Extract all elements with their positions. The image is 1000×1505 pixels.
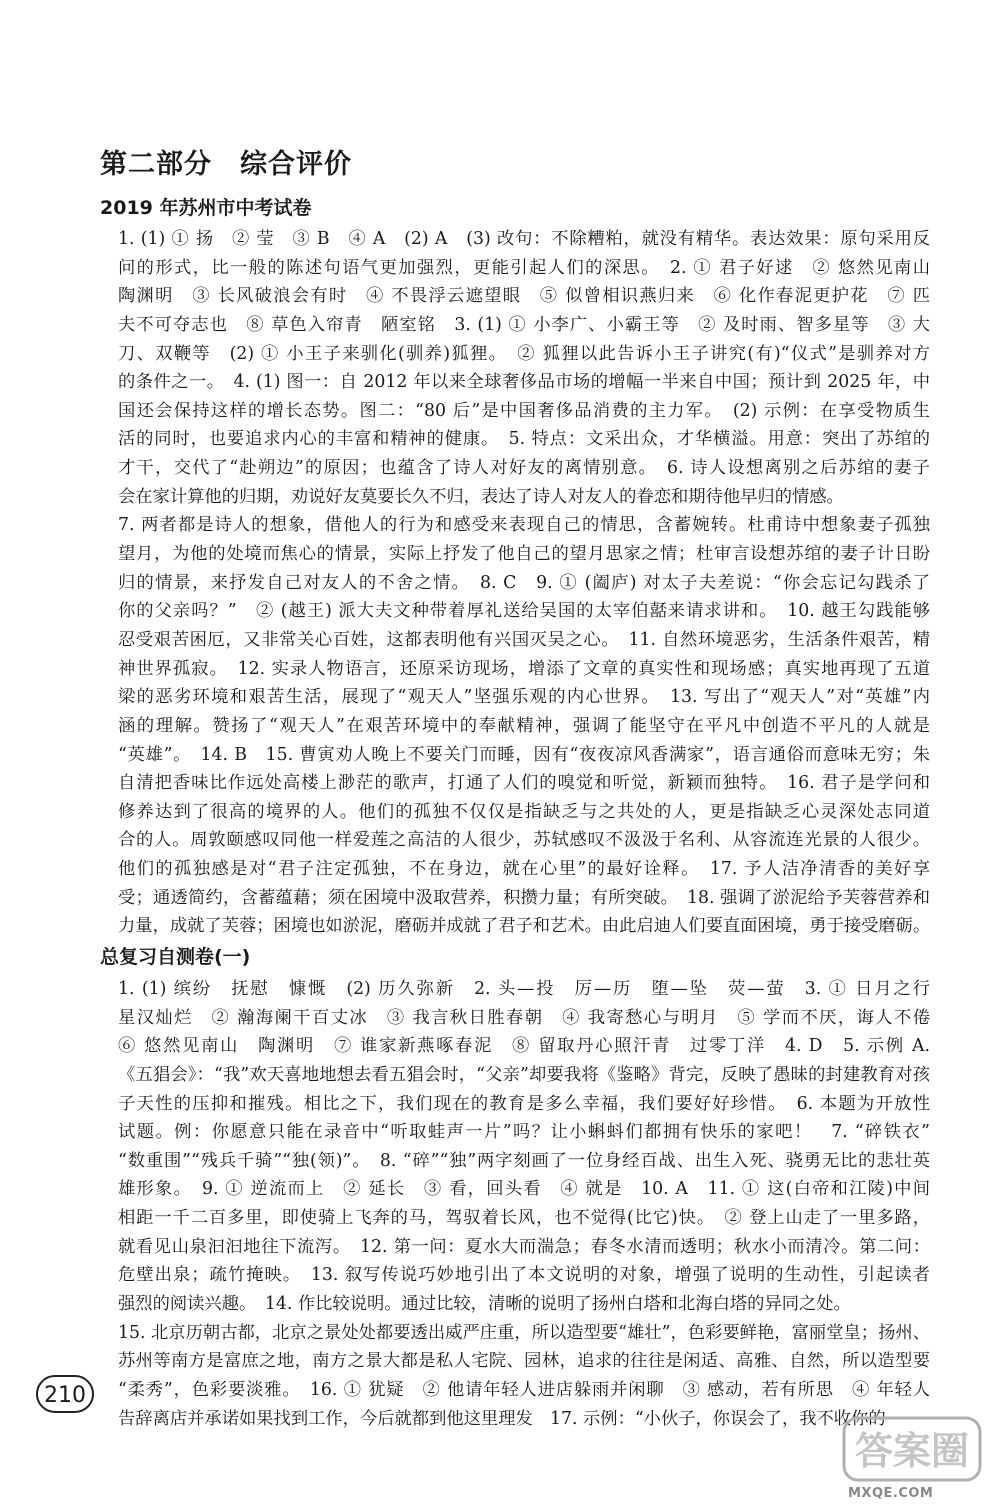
answer-line: 修养达到了很高的境界的人。他们的孤独不仅仅是指缺乏与之共处的人，更是指缺乏心灵深处志同道	[118, 801, 930, 822]
answer-line: 才干，交代了“赴朔边”的原因；也蕴含了诗人对好友的离情别意。 6. 诗人设想离别之后苏绾的妻子	[118, 458, 930, 479]
part-title: 第二部分 综合评价	[100, 149, 352, 180]
answer-line: 国还会保持这样的增长态势。图二：“80 后”是中国奢侈品消费的主力军。 (2) 示例：在享受物质生	[118, 400, 930, 421]
answer-line: 危壁出泉；疏竹掩映。 13. 叙写传说巧妙地引出了本文说明的对象，增强了说明的生动性，引起读者	[118, 1265, 930, 1286]
exam-answers-block	[118, 225, 930, 941]
answer-line: 活的同时，也要追求内心的丰富和精神的健康。 5. 特点：文采出众，才华横溢。用意：突出了苏绾的	[118, 429, 930, 450]
answer-line: 合的人。周敦颐感叹同他一样爱莲之高洁的人很少，苏轼感叹不汲汲于名利、从容流连光景的人很少。	[118, 830, 930, 851]
answer-line: 1. (1) ① 扬 ② 莹 ③ B ④ A (2) A (3) 改句：不除糟粕，就没有精华。表达效果：原句采用反	[118, 229, 930, 249]
answer-line: 告辞离店并承诺如果找到工作，今后就都到他这里理发 17. 示例：“小伙子，你误会了，我不收你的	[118, 1408, 886, 1429]
answer-line: 他们的孤独感是对“君子注定孤独，不在身边，就在心里”的最好诠释。 17. 予人洁净清香的美好享	[118, 859, 930, 880]
review-answers-block	[118, 975, 930, 1433]
answer-line: 神世界孤寂。 12. 实录人物语言，还原采访现场，增添了文章的真实性和现场感；真实地再现了五道	[118, 658, 930, 679]
answer-line: 雄形象。 9. ① 逆流而上 ② 延长 ③ 看，回头看 ④ 就是 10. A 11. ① 这(白帝和江陵)中间	[118, 1179, 930, 1200]
section-title-review: 总复习自测卷(一)	[100, 946, 251, 968]
answer-line: 苏州等南方是富庶之地，南方之景大都是私人宅院、园林，追求的往往是闲适、高雅、自然，所以造型要	[118, 1351, 930, 1372]
watermark-logo	[842, 1410, 982, 1501]
answer-line: 梁的恶劣环境和艰苦生活，展现了“观天人”坚强乐观的内心世界。 13. 写出了“观天人”对“英雄”内	[118, 687, 930, 708]
answer-line: 就看见山泉汩汩地往下流泻。 12. 第一问：夏水大而湍急；春冬水清而透明；秋水小而清冷。第二问：	[118, 1236, 930, 1257]
answer-line: 自清把香味比作远处高楼上渺茫的歌声，打通了人们的嗅觉和听觉，新颖而独特。 16. 君子是学问和	[118, 773, 930, 794]
answer-line: 涵的理解。赞扬了“观天人”在艰苦环境中的奉献精神，强调了能坚守在平凡中创造不平凡的人就是	[118, 715, 930, 736]
answer-line: 问的形式，比一般的陈述句语气更加强烈，更能引起人们的深思。 2. ① 君子好逑 ② 悠然见南山	[118, 257, 930, 278]
answer-line: 子天性的压抑和摧残。相比之下，我们现在的教育是多么幸福，我们要好好珍惜。 6. 本题为开放性	[118, 1093, 930, 1114]
answer-line: 会在家计算他的归期，劝说好友莫要长久不归，表达了诗人对友人的眷恋和期待他早归的情感。	[118, 486, 844, 507]
answer-line: “英雄”。 14. B 15. 曹寅劝人晚上不要关门而睡，因有“夜夜凉风香满家”，语言通俗而意味无穷；朱	[118, 744, 930, 765]
answer-line: 1. (1) 缤纷 抚慰 慷慨 (2) 历久弥新 2. 头—投 厉—历 堕—坠 荧—萤 3. ① 日月之行	[118, 979, 930, 999]
answer-line: 陶渊明 ③ 长风破浪会有时 ④ 不畏浮云遮望眼 ⑤ 似曾相识燕归来 ⑥ 化作春泥更护花 ⑦ 匹	[118, 286, 930, 307]
answer-line: 夫不可夺志也 ⑧ 草色入帘青 陋室铭 3. (1) ① 小李广、小霸王等 ② 及时雨、智多星等 ③ 大	[118, 314, 930, 335]
watermark-url: MXQE.COM	[848, 1486, 934, 1501]
answer-line: 15. 北京历朝古都，北京之景处处都要透出威严庄重，所以造型要“雄壮”，色彩要鲜艳，富丽堂皇；扬州、	[118, 1322, 930, 1343]
answer-line: 刀、双鞭等 (2) ① 小王子来驯化(驯养)狐狸。 ② 狐狸以此告诉小王子讲究(有)“仪式”是驯养对方	[118, 343, 930, 364]
answer-line: 《五猖会》：“我”欢天喜地地想去看五猖会时，“父亲”却要我将《鉴略》背完，反映了愚昧的封建教育对孩	[118, 1064, 930, 1085]
answer-line: 望月，为他的处境而焦心的情景，实际上抒发了他自己的望月思家之情；杜审言设想苏绾的妻子计日盼	[118, 544, 930, 565]
answer-line: 相距一千二百多里，即使骑上飞奔的马，驾驭着长风，也不觉得(比它)快。 ② 登上山走了一里多路，	[118, 1208, 930, 1229]
section-title-exam: 2019 年苏州市中考试卷	[100, 197, 312, 219]
answer-line: 的条件之一。 4. (1) 图一：自 2012 年以来全球奢侈品市场的增幅一半来自中国；预计到 2025 年，中	[118, 372, 930, 393]
answer-line: 忍受艰苦困厄，又非常关心百姓，这都表明他有兴国灭吴之心。 11. 自然环境恶劣，生活条件艰苦，精	[118, 629, 930, 650]
svg-text:答案圈: 答案圈	[854, 1429, 970, 1473]
answer-line: 力量，成就了芙蓉；困境也如淤泥，磨砺并成就了君子和艺术。由此启迪人们要直面困境，勇于接受磨砺。	[118, 916, 930, 937]
answer-line: “数重围”“残兵千骑”“独(领)”。 8. “碎”“独”两字刻画了一位身经百战、出生入死、骁勇无比的悲壮英	[118, 1150, 930, 1171]
answer-line: 强烈的阅读兴趣。 14. 作比较说明。通过比较，清晰的说明了扬州白塔和北海白塔的异同之处。	[118, 1294, 851, 1315]
answer-line: 星汉灿烂 ② 瀚海阑干百丈冰 ③ 我言秋日胜春朝 ④ 我寄愁心与明月 ⑤ 学而不厌，诲人不倦	[118, 1007, 930, 1028]
answer-line: 7. 两者都是诗人的想象，借他人的行为和感受来表现自己的情思，含蓄婉转。杜甫诗中想象妻子孤独	[118, 515, 930, 536]
answer-line: 你的父亲吗？” ② (越王) 派大夫文种带着厚礼送给吴国的太宰伯嚭来请求讲和。 10. 越王勾践能够	[118, 601, 930, 622]
answer-line: 归的情景，来抒发自己对友人的不舍之情。 8. C 9. ① (阖庐) 对太子夫差说：“你会忘记勾践杀了	[118, 572, 930, 593]
watermark-emblem-icon	[842, 1410, 982, 1488]
answer-line: 受；通透简约，含蓄蕴藉；须在困境中汲取营养，积攒力量；有所突破。 18. 强调了淤泥给予芙蓉营养和	[118, 887, 930, 908]
page-number: 210	[36, 1375, 94, 1413]
answer-line: 试题。例：你愿意只能在录音中“听取蛙声一片”吗？让小蝌蚪们都拥有快乐的家吧！ 7. “碎铁衣”	[118, 1122, 930, 1143]
answer-line: “柔秀”，色彩要淡雅。 16. ① 犹疑 ② 他请年轻人进店躲雨并闲聊 ③ 感动，若有所思 ④ 年轻人	[118, 1379, 930, 1400]
answer-line: ⑥ 悠然见南山 陶渊明 ⑦ 谁家新燕啄春泥 ⑧ 留取丹心照汗青 过零丁洋 4. D 5. 示例 A.	[118, 1036, 930, 1057]
